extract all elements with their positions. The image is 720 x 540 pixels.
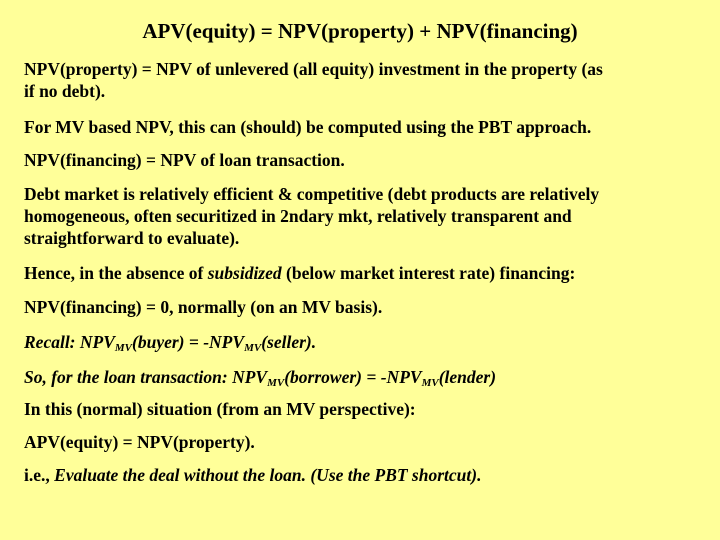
para-npv-financing-zero: NPV(financing) = 0, normally (on an MV basis). [24, 297, 383, 317]
para-recall-b: (buyer) = -NPV [132, 332, 245, 352]
para-loan-transaction [24, 366, 704, 388]
para-normal-situation: In this (normal) situation (from an MV perspective): [24, 399, 416, 419]
para-npv-property-line1: NPV(property) = NPV of unlevered (all equity) investment in the property (as [24, 59, 603, 79]
para-hence-emph: subsidized [207, 263, 282, 283]
para-npv-financing: NPV(financing) = NPV of loan transaction. [24, 150, 345, 170]
para-hence-post: (below market interest rate) financing: [281, 263, 576, 283]
para-mv-based-npv: For MV based NPV, this can (should) be computed using the PBT approach. [24, 117, 592, 137]
para-debt-market [24, 183, 704, 249]
para-hence-pre: Hence, in the absence of [24, 263, 208, 283]
para-debt-market-line2: homogeneous, often securitized in 2ndary mkt, relatively transparent and [24, 206, 572, 226]
para-recall-sub1: MV [114, 342, 133, 354]
para-loan-sub2: MV [421, 377, 439, 389]
para-ie-pre: i.e., [24, 465, 55, 485]
para-hence [24, 262, 704, 284]
slide-title: APV(equity) = NPV(property) + NPV(financing) [142, 19, 578, 43]
para-recall-c: (seller). [261, 332, 317, 352]
para-recall-sub2: MV [244, 342, 262, 354]
para-debt-market-line3: straightforward to evaluate). [24, 228, 240, 248]
para-npv-property [24, 58, 704, 102]
para-loan-c: (lender) [438, 367, 497, 387]
para-apv-equals: APV(equity) = NPV(property). [24, 432, 255, 452]
para-recall-a: Recall: NPV [24, 332, 115, 352]
para-ie [24, 464, 704, 486]
para-loan-sub1: MV [267, 377, 285, 389]
para-ie-emph: Evaluate the deal without the loan. (Use the PBT shortcut). [54, 465, 482, 485]
para-loan-a: So, for the loan transaction: NPV [24, 367, 268, 387]
para-loan-b: (borrower) = -NPV [284, 367, 422, 387]
para-debt-market-line1: Debt market is relatively efficient & competitive (debt products are relatively [24, 184, 600, 204]
para-recall [24, 331, 704, 353]
para-npv-property-line2: if no debt). [24, 81, 106, 101]
